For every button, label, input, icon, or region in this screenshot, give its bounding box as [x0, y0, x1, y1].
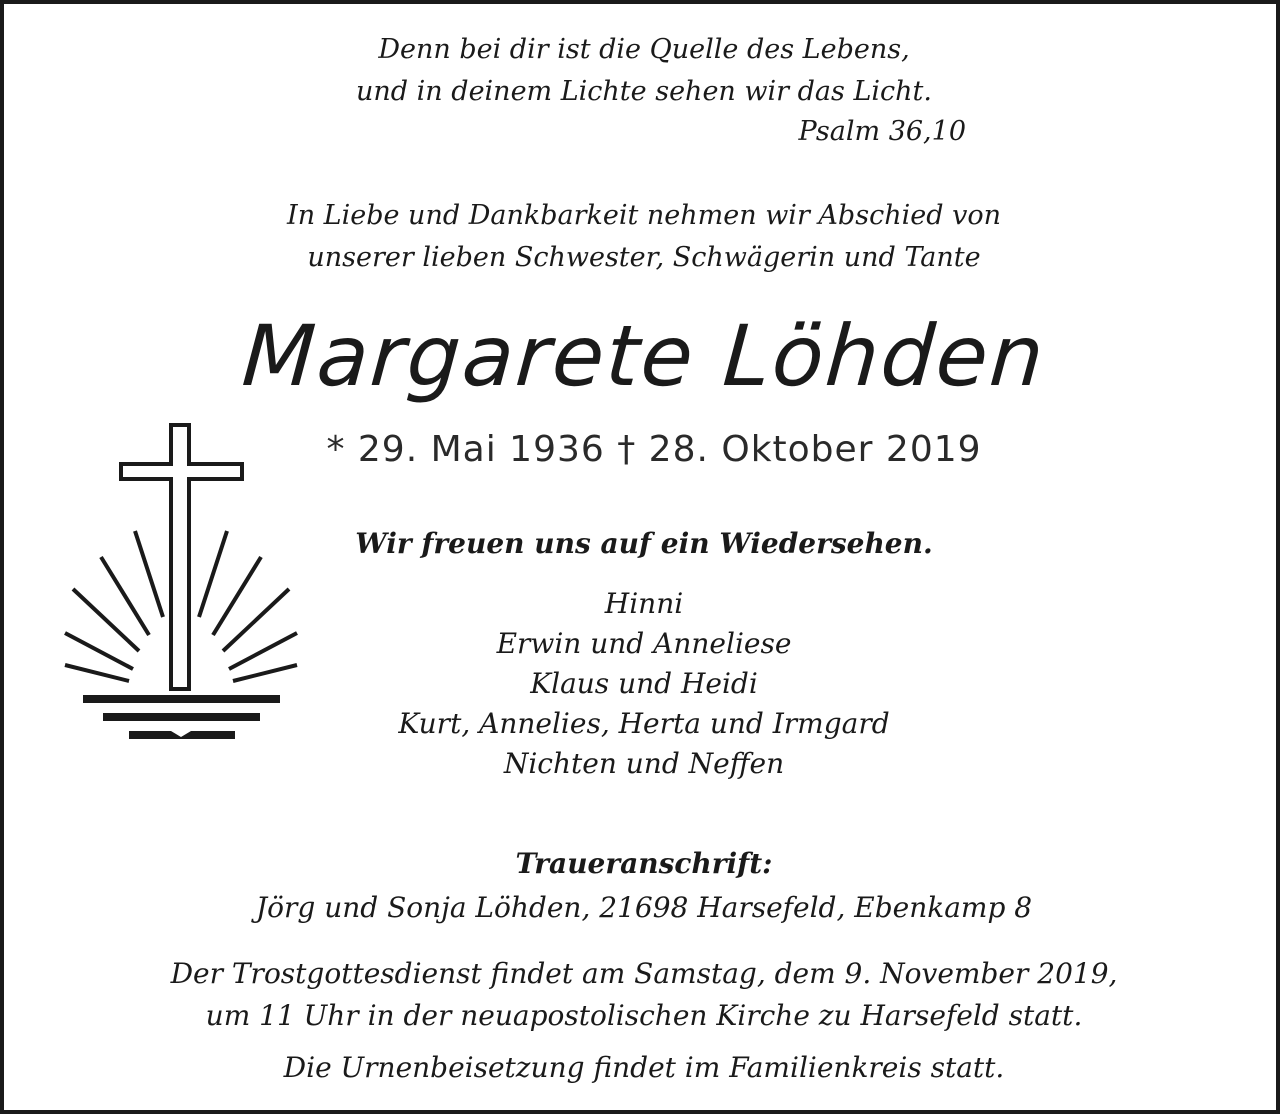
service-line-2: um 11 Uhr in der neuapostolischen Kirche zu Harsefeld statt. — [205, 999, 1083, 1032]
mourner-line: Kurt, Annelies, Herta und Irmgard — [398, 707, 890, 740]
address-text: Jörg und Sonja Löhden, 21698 Harsefeld, Ebenkamp 8 — [255, 891, 1033, 924]
life-dates: * 29. Mai 1936 † 28. Oktober 2019 — [326, 429, 982, 470]
mourner-line: Nichten und Neffen — [503, 747, 785, 780]
verse-source: Psalm 36,10 — [798, 116, 966, 147]
motto: Wir freuen uns auf ein Wiedersehen. — [355, 527, 933, 560]
verse-line-2: und in deinem Lichte sehen wir das Licht. — [356, 76, 932, 107]
mourner-line: Erwin und Anneliese — [496, 627, 792, 660]
verse-line-1: Denn bei dir ist die Quelle des Lebens, — [378, 34, 910, 65]
intro-line-2: unserer lieben Schwester, Schwägerin und Tante — [307, 242, 981, 273]
mourner-line: Klaus und Heidi — [530, 667, 758, 700]
service-line-1: Der Trostgottesdienst findet am Samstag, dem 9. November 2019, — [170, 957, 1118, 990]
service-line-3: Die Urnenbeisetzung findet im Familienkreis statt. — [283, 1051, 1005, 1084]
intro-line-1: In Liebe und Dankbarkeit nehmen wir Abschied von — [287, 200, 1001, 231]
address-title: Traueranschrift: — [515, 847, 773, 880]
mourner-line: Hinni — [604, 587, 684, 620]
nac-cross-emblem-icon — [59, 419, 304, 749]
deceased-name: Margarete Löhden — [239, 307, 1049, 405]
